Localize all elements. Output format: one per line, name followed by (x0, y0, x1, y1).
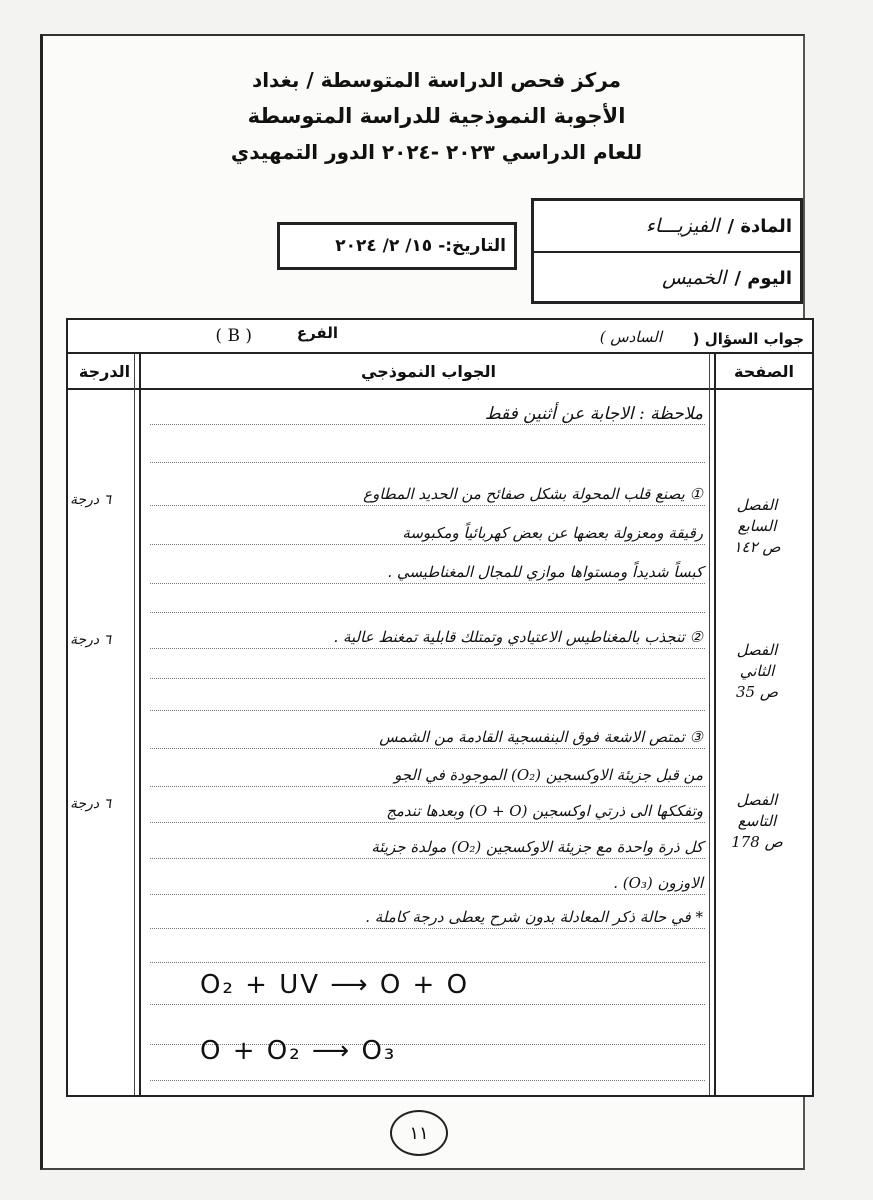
header-year: للعام الدراسي ٢٠٢٣ -٢٠٢٤ الدور التمهيدي (230, 140, 643, 164)
ruled-line (150, 1080, 705, 1081)
column-header-answer: الجواب النموذجي (141, 354, 716, 390)
branch-value: ( B ) (215, 326, 252, 346)
page-ref-line: التاسع (737, 812, 777, 830)
ruled-line (150, 544, 705, 545)
equation-1: O₂ + UV ⟶ O + O (200, 970, 470, 1000)
column-divider (139, 354, 141, 1095)
answer-1-grade: ٦ درجة (70, 492, 112, 508)
question-value: السادس ) (599, 328, 662, 346)
ruled-line (150, 424, 705, 425)
answer-3-line-4: كل ذرة واحدة مع جزيئة الاوكسجين (O₂) مولدة جزيئة (371, 838, 703, 856)
page-ref-line: ص 178 (731, 833, 783, 851)
page-ref-line: الثاني (739, 662, 775, 680)
subject-box (531, 198, 803, 304)
ruled-line (150, 748, 705, 749)
subject-row (534, 201, 800, 253)
ruled-line (150, 858, 705, 859)
ruled-line (150, 928, 705, 929)
branch-label: الفرع (296, 324, 338, 342)
ruled-line (150, 822, 705, 823)
page-number: ١١ (390, 1110, 448, 1156)
ruled-line (150, 1004, 705, 1005)
answer-3-line-5: الاوزون (O₃) . (613, 874, 703, 892)
column-header-page: الصفحة (716, 354, 812, 390)
ruled-line (150, 462, 705, 463)
answer-1-line-1: ① يصنع قلب المحولة بشكل صفائح من الحديد المطاوع (363, 485, 703, 503)
header-title: الأجوبة النموذجية للدراسة المتوسطة (247, 104, 626, 128)
ruled-line (150, 786, 705, 787)
page-ref-line: ص 35 (736, 683, 778, 701)
day-value: الخميس (662, 267, 727, 289)
header-center: مركز فحص الدراسة المتوسطة / بغداد (251, 68, 622, 92)
page-ref-line: الفصل (736, 641, 778, 659)
day-row (534, 253, 800, 303)
answer-3-line-2: من قبل جزيئة الاوكسجين (O₂) الموجودة في الجو (394, 766, 703, 784)
page-ref-line: الفصل (736, 496, 778, 514)
date-label: التاريخ:- (438, 236, 506, 256)
answer-3-line-1: ③ تمتص الاشعة فوق البنفسجية القادمة من الشمس (379, 728, 703, 746)
ruled-line (150, 678, 705, 679)
answer-1-line-3: كبساً شديداً ومستواها موازي للمجال المغناطيسي . (387, 563, 703, 581)
ruled-line (150, 505, 705, 506)
answer-2-page-ref (712, 640, 802, 703)
note-text: ملاحظة : الاجابة عن أثنين فقط (484, 404, 703, 424)
ruled-line (150, 583, 705, 584)
date-box (277, 222, 517, 270)
answer-3-line-6: * في حالة ذكر المعادلة بدون شرح يعطى درجة كاملة . (365, 908, 703, 926)
answer-2-line-1: ② تنجذب بالمغناطيس الاعتيادي وتمتلك قابلية تمغنط عالية . (333, 628, 703, 646)
column-divider (134, 354, 135, 1095)
subject-value: الفيزيـــاء (645, 215, 720, 237)
question-label: جواب السؤال ( (692, 330, 804, 348)
day-label: اليوم / (734, 267, 792, 289)
ruled-line (150, 894, 705, 895)
column-header-grade: الدرجة (68, 354, 141, 390)
ruled-line (150, 710, 705, 711)
column-divider (709, 354, 710, 1095)
answer-3-line-3: وتفككها الى ذرتي اوكسجين (O + O) وبعدها تندمج (386, 802, 703, 820)
question-row (66, 318, 814, 354)
equation-2: O + O₂ ⟶ O₃ (200, 1036, 397, 1066)
answer-1-line-2: رقيقة ومعزولة بعضها عن بعض كهربائياً ومكبوسة (402, 524, 703, 542)
page-ref-line: ص ١٤٢ (733, 538, 781, 556)
answer-3-page-ref (712, 790, 802, 853)
column-divider (714, 354, 716, 1095)
ruled-line (150, 612, 705, 613)
ruled-line (150, 962, 705, 963)
answer-3-grade: ٦ درجة (70, 796, 112, 812)
answer-2-grade: ٦ درجة (70, 632, 112, 648)
answer-1-page-ref (712, 495, 802, 558)
page-ref-line: السابع (737, 517, 777, 535)
ruled-line (150, 648, 705, 649)
page-ref-line: الفصل (736, 791, 778, 809)
subject-label: المادة / (727, 215, 792, 237)
date-value: ١٥/ ٢/ ٢٠٢٤ (335, 236, 433, 256)
